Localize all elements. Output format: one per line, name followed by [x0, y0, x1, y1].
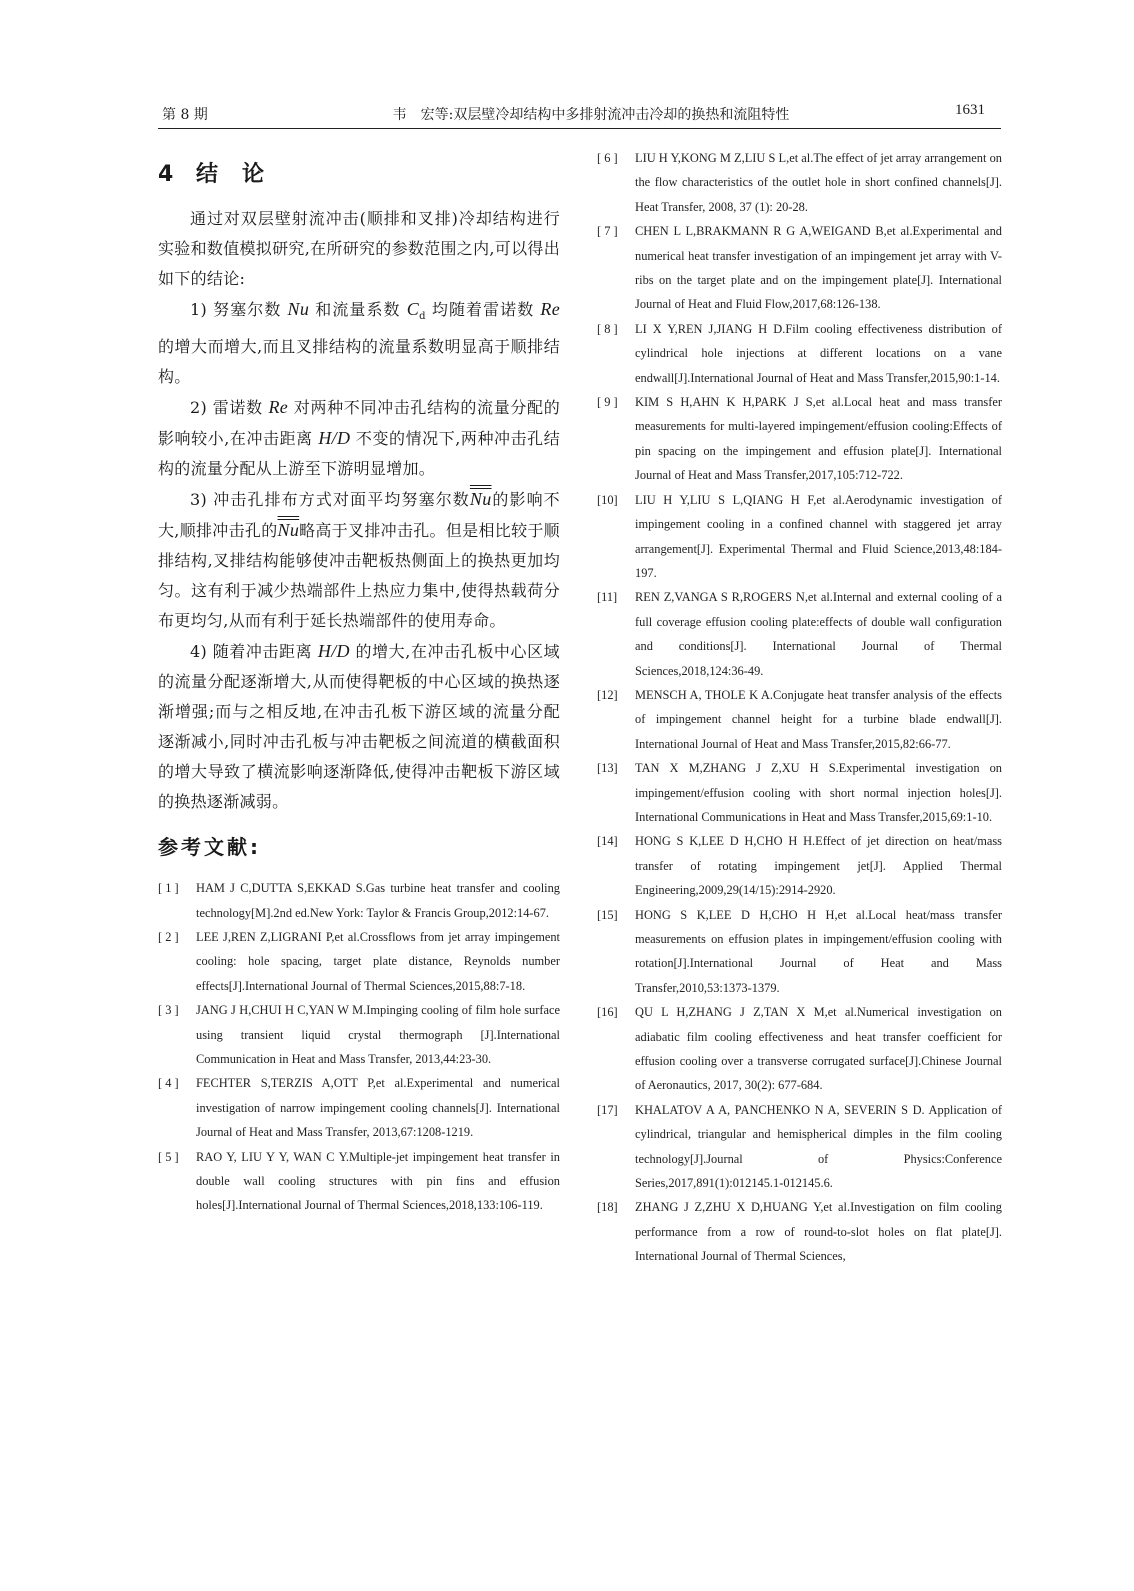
section-title: [158, 160, 560, 204]
reference-item: [ 6 ] LIU H Y,KONG M Z,LIU S L,et al.The effect of jet array arrangement on the flow characteristics of the outlet hole in short confined channels[J]. Heat Transfer, 2008, 37 (1): 20-28.: [597, 151, 1002, 214]
conclusion-3: 3) 冲击孔排布方式对面平均努塞尔数Nu的影响不大,顺排冲击孔的Nu略高于叉排冲击孔。但是相比较于顺排结构,叉排结构能够使冲击靶板热侧面上的换热更加均匀。这有利于减少热端部件上热应力集中,使得热载荷分布更均匀,从而有利于延长热端部件的使用寿命。: [158, 489, 560, 631]
section-number: 4: [158, 162, 176, 187]
reference-list-left: [158, 876, 560, 1218]
reference-item: [ 4 ] FECHTER S,TERZIS A,OTT P,et al.Experimental and numerical investigation of narrow impingement cooling channels[J]. International Journal of Heat and Mass Transfer, 2013,67:1208-1219.: [158, 1076, 560, 1140]
reference-item: [12] MENSCH A, THOLE K A.Conjugate heat transfer analysis of the effects of impingement channel height for a turbine blade endwall[J]. International Journal of Heat and Mass Transfer,2015,82:66-77.: [597, 687, 1002, 751]
running-title: 韦 宏等:双层壁冷却结构中多排射流冲击冷却的换热和流阻特性: [392, 107, 790, 123]
reference-item: [ 3 ] JANG J H,CHUI H C,YAN W M.Impinging cooling of film hole surface using transient liquid crystal thermograph [J].International Communication in Heat and Mass Transfer, 2013,44:23-30.: [158, 1003, 560, 1067]
reference-item: [11] REN Z,VANGA S R,ROGERS N,et al.Internal and external cooling of a full coverage effusion cooling plate:effects of double wall configuration and conditions[J]. International Journal of Thermal Sciences,2018,124:36-49.: [597, 590, 1002, 678]
running-header: [158, 100, 1001, 129]
issue-number: 第 8 期: [162, 107, 208, 123]
reference-list-right: [597, 146, 1002, 1269]
reference-item: [10] LIU H Y,LIU S L,QIANG H F,et al.Aerodynamic investigation of impingement cooling in a confined channel with staggered jet array arrangement[J]. Experimental Thermal and Fluid Science,2013,48:184-197.: [597, 492, 1002, 580]
reference-item: [ 9 ] KIM S H,AHN K H,PARK J S,et al.Local heat and mass transfer measurements for multi-layered impingement/effusion cooling:Effects of pin spacing on the impingement and effusion plate[J]. International Journal of Heat and Mass Transfer,2017,105:712-722.: [597, 395, 1002, 483]
reference-item: [13] TAN X M,ZHANG J Z,XU H S.Experimental investigation on impingement/effusion cooling with short normal injection holes[J]. International Communications in Heat and Mass Transfer,2015,69:1-10.: [597, 761, 1002, 824]
reference-item: [15] HONG S K,LEE D H,CHO H H,et al.Local heat/mass transfer measurements on effusion plates in impingement/effusion cooling with rotation[J].International Journal of Heat and Mass Transfer,2010,53:1373-1379.: [597, 907, 1002, 995]
section-title-char-2: 论: [242, 162, 267, 187]
left-column: [158, 160, 560, 1218]
references-title: 参考文献:: [158, 835, 261, 860]
section-title-char-1: 结: [196, 162, 221, 187]
reference-item: [16] QU L H,ZHANG J Z,TAN X M,et al.Numerical investigation on adiabatic film cooling effectiveness and heat transfer coefficient for effusion cooling over a transverse corrugated surface[J].Chinese Journal of Aeronautics, 2017, 30(2): 677-684.: [597, 1005, 1002, 1093]
reference-item: [ 8 ] LI X Y,REN J,JIANG H D.Film cooling effectiveness distribution of cylindrical hole injections at different locations on a vane endwall[J].International Journal of Heat and Mass Transfer,2015,90:1-14.: [597, 321, 1002, 385]
conclusion-intro: 通过对双层壁射流冲击(顺排和叉排)冷却结构进行实验和数值模拟研究,在所研究的参数范围之内,可以得出如下的结论:: [158, 209, 560, 288]
reference-item: [ 2 ] LEE J,REN Z,LIGRANI P,et al.Crossflows from jet array impingement cooling: hole spacing, target plate distance, Reynolds number effects[J].International Journal of Thermal Sciences,2015,88:7-18.: [158, 930, 560, 993]
reference-item: [18] ZHANG J Z,ZHU X D,HUANG Y,et al.Investigation on film cooling performance from a row of round-to-slot holes on flat plate[J]. International Journal of Thermal Sciences,: [597, 1200, 1002, 1264]
conclusion-2: 2) 雷诺数 Re 对两种不同冲击孔结构的流量分配的影响较小,在冲击距离 H/D 不变的情况下,两种冲击孔结构的流量分配从上游至下游明显增加。: [158, 397, 560, 479]
reference-item: [14] HONG S K,LEE D H,CHO H H.Effect of jet direction on heat/mass transfer of rotating impingement jet[J]. Applied Thermal Engineering,2009,29(14/15):2914-2920.: [597, 834, 1002, 898]
conclusion-4: 4) 随着冲击距离 H/D 的增大,在冲击孔板中心区域的流量分配逐渐增大,从而使得靶板的中心区域的换热逐渐增强;而与之相反地,在冲击孔板下游区域的流量分配逐渐减小,同时冲击孔板与冲击靶板之间流道的横截面积的增大导致了横流影响逐渐降低,使得冲击靶板下游区域的换热逐渐减弱。: [158, 641, 560, 812]
reference-item: [ 1 ] HAM J C,DUTTA S,EKKAD S.Gas turbine heat transfer and cooling technology[M].2nd ed.New York: Taylor & Francis Group,2012:14-67.: [158, 881, 560, 920]
reference-item: [ 5 ] RAO Y, LIU Y Y, WAN C Y.Multiple-jet impingement heat transfer in double wall cooling structures with pin fins and effusion holes[J].International Journal of Thermal Sciences,2018,133:106-119.: [158, 1149, 560, 1213]
reference-item: [ 7 ] CHEN L L,BRAKMANN R G A,WEIGAND B,et al.Experimental and numerical heat transfer investigation of an impingement jet array with V-ribs on the target plate and on the impingement plate[J]. International Journal of Heat and Fluid Flow,2017,68:126-138.: [597, 224, 1002, 312]
page-number: 1631: [955, 102, 985, 118]
conclusion-1: 1) 努塞尔数 Nu 和流量系数 $C_d$ 均随着雷诺数 Re 的增大而增大,而且叉排结构的流量系数明显高于顺排结构。: [158, 299, 560, 387]
reference-item: [17] KHALATOV A A, PANCHENKO N A, SEVERIN S D. Application of cylindrical, triangular and hemispherical dimples in the film cooling technology[J].Journal of Physics:Conference Series,2017,891(1):012145.1-012145.6.: [597, 1102, 1002, 1191]
